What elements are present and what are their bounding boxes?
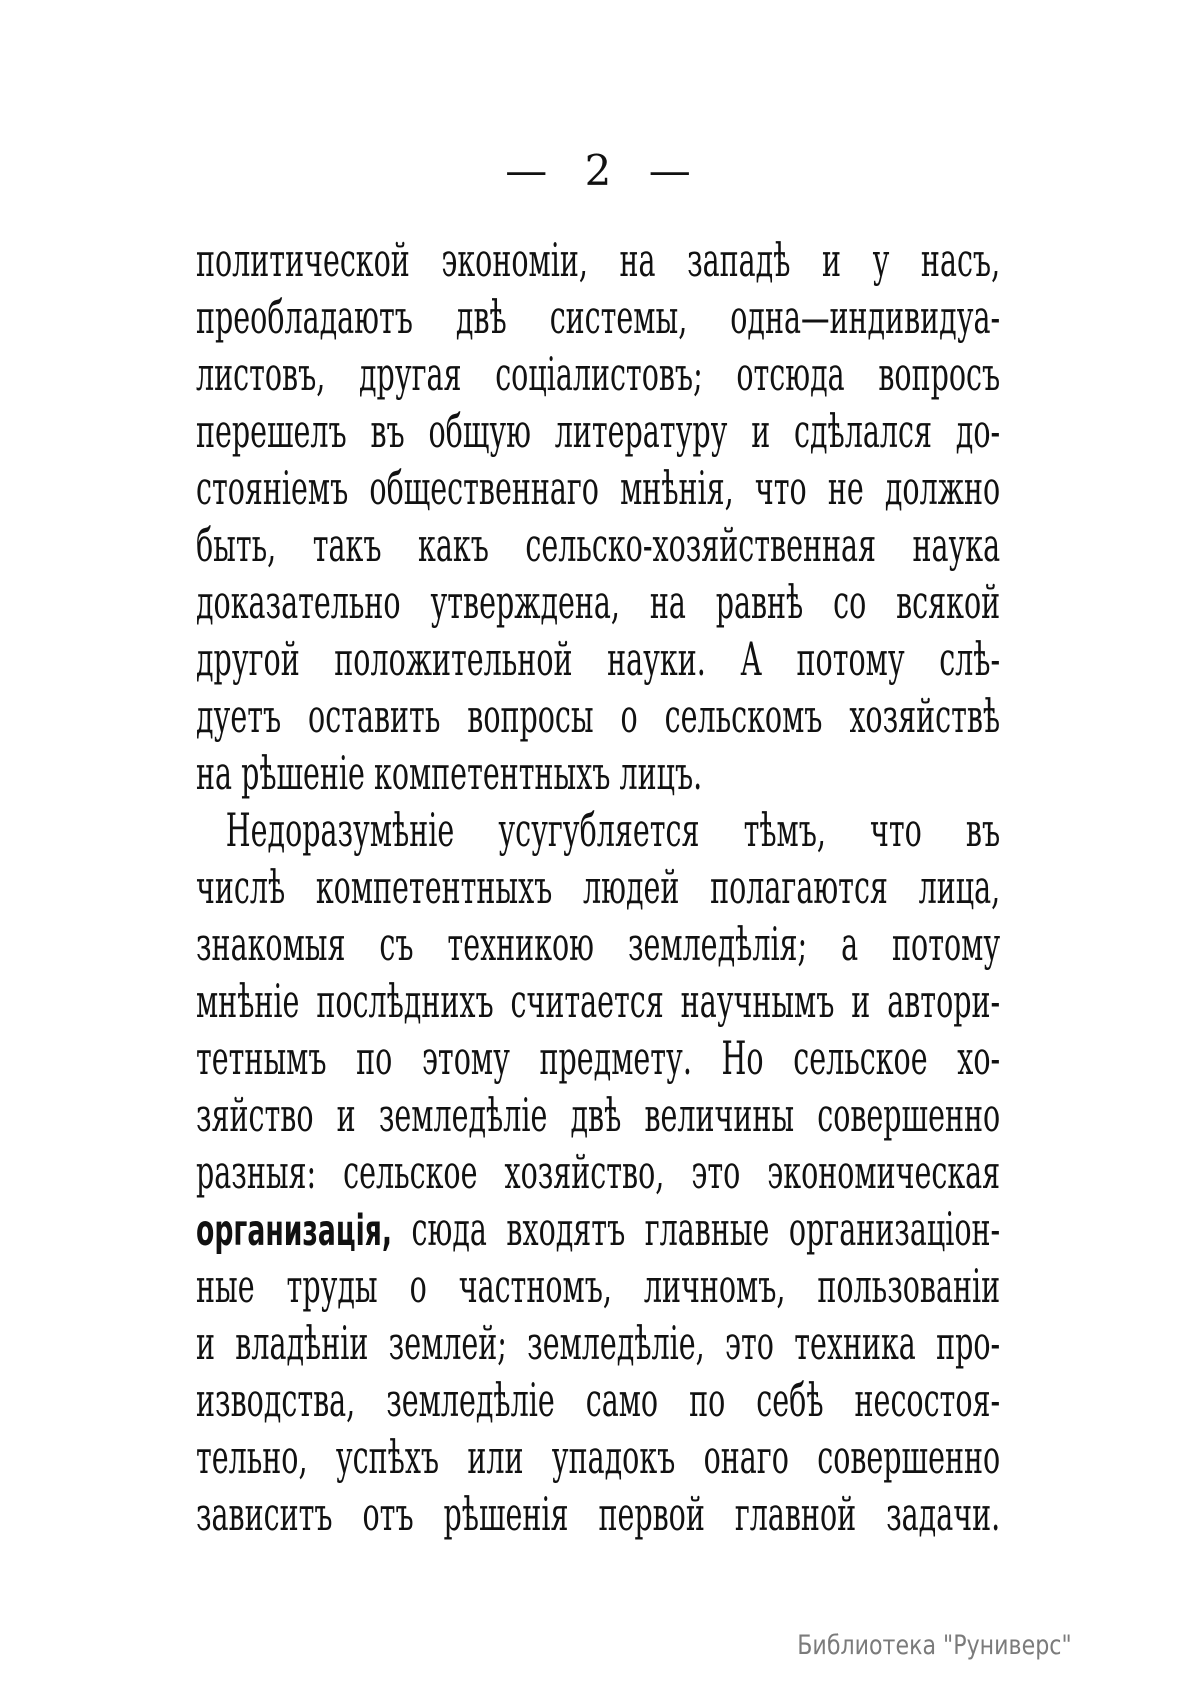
text-line: перешелъ въ общую литературу и сдѣлался до- <box>196 404 1001 458</box>
paragraph <box>196 232 1000 802</box>
text-line: числѣ компетентныхъ людей полагаются лица, <box>196 860 1001 914</box>
paragraph <box>196 802 1000 1543</box>
text-line: на рѣшеніе компетентныхъ лицъ. <box>196 746 703 800</box>
text-line: преобладаютъ двѣ системы, одна—индивидуа- <box>196 290 1001 344</box>
text-line: ные труды о частномъ, личномъ, пользованіи <box>196 1259 1001 1313</box>
text-line: знакомыя съ техникою земледѣлія; а потому <box>196 917 1001 971</box>
text-line: политической экономіи, на западѣ и у насъ, <box>196 233 1001 287</box>
text-line: Недоразумѣніе усугубляется тѣмъ, что въ <box>225 803 1001 857</box>
text-line: листовъ, другая соціалистовъ; отсюда вопросъ <box>196 347 1001 401</box>
text-line: тетнымъ по этому предмету. Но сельское хо- <box>196 1031 1001 1085</box>
text-line: доказательно утверждена, на равнѣ со всякой <box>196 575 1001 629</box>
text-segment: сюда входятъ главные организаціон- <box>411 1202 1001 1256</box>
text-line: стояніемъ общественнаго мнѣнія, что не должно <box>196 461 1001 515</box>
text-line: зяйство и земледѣліе двѣ величины совершенно <box>196 1088 1001 1142</box>
text-line: изводства, земледѣліе само по себѣ несостоя- <box>196 1373 1001 1427</box>
text-line: быть, такъ какъ сельско-хозяйственная наука <box>196 518 1001 572</box>
page-number-header: — 2 — <box>505 146 691 195</box>
page-body <box>196 232 1000 1543</box>
text-line: разныя: сельское хозяйство, это экономическая <box>196 1145 1001 1199</box>
emphasized-word: организація, <box>196 1206 393 1256</box>
text-line: тельно, успѣхъ или упадокъ онаго совершенно <box>196 1430 1001 1484</box>
text-line: и владѣніи землей; земледѣліе, это техника про- <box>196 1316 1001 1370</box>
text-line <box>196 1201 1000 1258</box>
text-line: дуетъ оставить вопросы о сельскомъ хозяйствѣ <box>196 689 1001 743</box>
library-watermark: Библиотека "Руниверс" <box>797 1630 1072 1661</box>
text-line: зависитъ отъ рѣшенія первой главной задачи. <box>196 1487 1001 1541</box>
text-line: другой положительной науки. А потому слѣ- <box>196 632 1001 686</box>
text-line: мнѣніе послѣднихъ считается научнымъ и автори- <box>196 974 1001 1028</box>
